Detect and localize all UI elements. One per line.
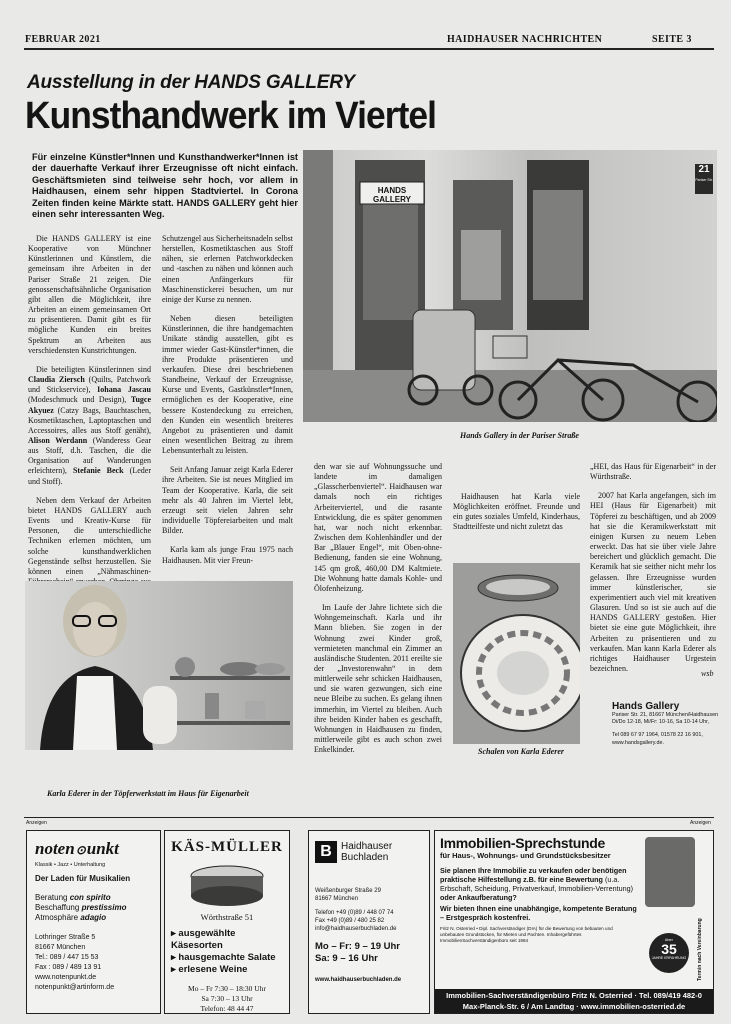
caption-portrait: Karla Ederer in der Töpferwerkstatt im Haus für Eigenarbeit [47, 789, 249, 798]
paragraph: Schutzengel aus Sicherheitsnadeln selbst herstellen, Kosmetiktaschen aus Stoff nähen, sie erlernen Patchworkdecken und -taschen zu nähen und können auch einen Anfängerkurs für Maschinenstickerei besuchen, um nur einige der Kurse zu nennen. [162, 234, 293, 304]
immobilien-footer: Immobilien-Sachverständigenbüro Fritz N. Osterried · Tel. 089/419 482-0 Max-Planck-Str. 6 / Am Landtag · www.immobilien-osterried.de [435, 989, 713, 1013]
newspaper-name: HAIDHAUSER NACHRICHTEN [447, 34, 603, 45]
kaes-mueller-products [171, 928, 283, 976]
notenpunkt-city: 81667 München [35, 944, 86, 951]
article-column-2 [162, 234, 293, 575]
article-headline: Kunsthandwerk im Viertel [25, 95, 437, 137]
article-lead: Für einzelne Künstler*Innen und Kunsthandwerker*Innen ist der dauerhafte Verkauf ihrer Erzeugnisse oft nicht einfach. Geschäftsmieten sind teilweise sehr hoch, vor allem in Haidhausen, einem sehr hippen Stadtviertel. In Corona Zeiten finden keine Märkte statt. HANDS GALLERY geht hier einen sehr interessanten Weg. [32, 152, 298, 220]
caption-bowls: Schalen von Karla Ederer [478, 747, 565, 756]
notenpunkt-phone: Tel.: 089 / 447 15 53 [35, 954, 99, 961]
info-phone: Tel 089 67 97 1964, 01578 22 16 901, [612, 732, 703, 739]
notenpunkt-line: Beschaffung prestissimo [35, 903, 127, 912]
notenpunkt-email[interactable]: notenpunkt@artinform.de [35, 984, 115, 991]
immobilien-subtitle: für Haus-, Wohnungs- und Grundstücksbesitzer [440, 851, 611, 860]
ad-notenpunkt[interactable] [26, 830, 161, 1014]
immobilien-fineprint: Fritz N. Osterried • Dipl. Sachverständiger (DIA) für die Bewertung von bebauten und unbebauten Grundstücken, für Mieten und Pachten. Inhabergeführtes ImmobilienSachverständigenbüro seit 1984 [440, 926, 613, 943]
product-item: ▸ ausgewählte Käsesorten [171, 928, 236, 951]
buchladen-website[interactable]: www.haidhauserbuchladen.de [315, 977, 402, 983]
paragraph: Haidhausen hat Karla viele Möglichkeiten eröffnet. Freunde und ein gutes soziales Umfeld, Kinderhaus, Stadtteilfeste und nicht zuletzt das [453, 492, 580, 532]
buchladen-contact: Telefon +49 (0)89 / 448 07 74 Fax +49 (0)89 / 480 25 82 info@haidhauserbuchladen.de [315, 910, 397, 932]
info-website: www.handsgallery.de. [612, 739, 665, 746]
appointment-note: Termin nach Vereinbarung [697, 918, 703, 981]
article-column-5 [590, 462, 716, 683]
bowls-illustration [453, 563, 580, 744]
article-column-3 [314, 462, 442, 764]
cheese-icon [187, 860, 267, 908]
product-item: ▸ erlesene Weine [171, 964, 248, 975]
buchladen-hours: Mo – Fr: 9 – 19 Uhr Sa: 9 – 16 Uhr [315, 941, 400, 964]
kaes-mueller-hours: Mo – Fr 7:30 – 18:30 Uhr Sa 7:30 – 13 Uhr Telefon: 48 44 47 [188, 984, 266, 1013]
paragraph: „HEI, das Haus für Eigenarbeit“ in der Würthstraße. [590, 462, 716, 482]
potter-portrait-photo [25, 581, 293, 750]
ads-label-left: Anzeigen [26, 820, 47, 826]
page-number: SEITE 3 [652, 34, 692, 45]
paragraph: 2007 hat Karla angefangen, sich im HEI (Haus für Eigenarbeit) mit Töpferei zu beschäftigen, und ab 2009 hat sie die Keramikwerkstatt mit einigen Kursen zu neuem Leben erweckt. Das hat sie über viele Jahre bereichert und glücklich gemacht. Die Keramik hat sie seither nicht mehr los gelassen. Ihre Erzeugnisse wurden immer künstlerischer, sie experimentiert auch viel mit kreativen Glasuren. Und so ist sie auch auf die HANDS GALLERY gestoßen. Hier bietet sie eine gute Möglichkeit, ihre Arbeiten zu präsentieren und zu verkaufen. Man kann Karla Ederer als richtiges Haidhauser Urgestein bezeichnen. [590, 491, 716, 673]
notenpunkt-slogan: Der Laden für Musikalien [35, 874, 131, 883]
header-rule [24, 48, 714, 50]
paragraph-artists: Die beteiligten Künstlerinnen sind Claudia Ziersch (Quilts, Patchwork und Stickservice), Iohana Jascau (Modeschmuck und Design), Tugce Akyuez (Catzy Bags, Bauchtaschen, Kosmetiktaschen, Laptoptaschen und Accessoires, alles aus Stoff genäht), Alison Werdann (Wanderess Gear aus Stoff, d.h. Taschen, die die Organisation auf Wanderungen erleichtern), Stefanie Beck (Leder und Stoff). [28, 364, 151, 486]
paragraph: Im Laufe der Jahre lichtete sich die Wohngemeinschaft. Karla und ihr Mann blieben. Sie zogen in der Wohnung zwei Kinder groß, vermieteten manchmal ein Zimmer an ausländische Studenten. 2011 ereilte sie der „Investorenwahn“ in dem mittlerweile sehr schicken Haidhausen, und sie waren gezwungen, sich eine neue Bleibe zu suchen. Es gelang ihnen immerhin, im Viertel zu bleiben. Auch ihre beiden Kinder haben es geschafft, Wohnungen in Haidhausen zu finden, mittlerweile gibt es auch schon zwei Enkelkinder. [314, 603, 442, 755]
paragraph: den war sie auf Wohnungssuche und landete im damaligen „Glasscherbenviertel“. Haidhausen war damals noch ein richtiges Arbeiterviertel, und die rasante Entwicklung, die es später genommen hat, war noch nicht erkennbar. Zwischen dem Kohlenhändler und der Bar „Blauer Engel“, mit Oben-ohne-Bedienung, fanden sie eine Wohnung, 145 qm groß, 460,00 DM Kaltmiete. Die Wohnung hatte damals Kohle- und Ölofenheizung. [314, 462, 442, 593]
caption-storefront: Hands Gallery in der Pariser Straße [460, 431, 579, 440]
paragraph: Seit Anfang Januar zeigt Karla Ederer ihre Arbeiten. Sie ist neues Mitglied im Team der Kooperative. Karla, die seit mehr als 40 Jahren im Viertel lebt, erzeugt seit vielen Jahren sehr individuelle Töpfereiarbeiten und malt Bilder. [162, 465, 293, 536]
storefront-photo [303, 150, 717, 422]
notenpunkt-fax: Fax : 089 / 489 13 91 [35, 964, 102, 971]
buchladen-address: Weißenburger Straße 29 81667 München [315, 888, 381, 902]
ad-kaes-mueller[interactable] [164, 830, 290, 1014]
buchladen-logo: B Haidhauser Buchladen [315, 841, 423, 863]
agent-portrait [645, 837, 695, 907]
info-address: Pariser Str. 21, 81667 München/Haidhausen [612, 712, 719, 718]
info-hours: Di/Do 12-18, Mi/Fr: 10-16, Sa 10-14 Uhr, [612, 719, 710, 726]
paragraph: Neben dem Verkauf der Arbeiten bietet HANDS GALLERY auch Events und Kreativ-Kurse für Personen, die unterschiedliche Techniken erlernen möchten, um solche kunsthandwerklichen Gegenstände selbst herzustellen. Sie können einen „Nähmaschinen- [28, 495, 151, 576]
paragraph: Neben diesen beteiligten Künstlerinnen, die ihre handgemachten Unikate ständig ausstellen, gibt es immer wieder Gast-Künstler*innen, die ihre Produkte präsentieren und verkaufen. Diese drei beschriebenen Standbeine, Verkauf der Erzeugnisse, Kurse und Events, Gastkünstler*Innen, ermöglichen es der Kooperative, eine bessere Kostendeckung zu erreichen, den Kunden ein wesentlich breiteres Angebot zu präsentieren und damit einen wesentlichen Beitrag zu ihrem Lebensunterhalt zu leisten. [162, 314, 293, 456]
portrait-illustration [25, 581, 293, 750]
book-icon: B [315, 841, 337, 863]
notenpunkt-line: Beratung con spirito [35, 893, 111, 902]
notenpunkt-website[interactable]: www.notenpunkt.de [35, 974, 97, 981]
info-title: Hands Gallery [612, 701, 680, 712]
notenpunkt-logo: noten⊙unkt [35, 839, 119, 858]
street-plate: Pariser Str. [695, 178, 713, 182]
kaes-mueller-street: Wörthstraße 51 [200, 912, 254, 922]
author-initials: wsb [701, 669, 714, 678]
paragraph: Karla kam als junge Frau 1975 nach Haidhausen. Mit vier Freun- [162, 545, 293, 565]
kaes-mueller-logo: KÄS-MÜLLER [171, 839, 283, 855]
immobilien-body: Sie planen Ihre Immobilie zu verkaufen oder benötigen praktische Hilfestellung z.B. für eine Bewertung (u.a. Erbschaft, Scheidung, Privatverkauf, Immobilien-Verrentung) oder Ankaufberatung? [440, 866, 633, 902]
ads-rule [24, 817, 714, 818]
product-item: ▸ hausgemachte Salate [171, 952, 276, 963]
immobilien-offer: Wir bieten Ihnen eine unabhängige, kompetente Beratung – Erstgespräch kostenfrei. [440, 904, 637, 922]
shop-sign: HANDS GALLERY [373, 186, 411, 204]
ad-immobilien[interactable] [434, 830, 714, 1014]
ad-buchladen[interactable] [308, 830, 430, 1014]
article-kicker: Ausstellung in der HANDS GALLERY [27, 72, 355, 93]
experience-badge: über 35 JAHRE ERFAHRUNG [649, 933, 689, 973]
gallery-info-box [612, 701, 722, 747]
issue-date: FEBRUAR 2021 [25, 34, 101, 45]
notenpunkt-line: Atmosphäre adagio [35, 913, 107, 922]
notenpunkt-address: Lothringer Straße 5 [35, 934, 96, 941]
immobilien-title: Immobilien-Sprechstunde [440, 835, 606, 851]
paragraph: Die HANDS GALLERY ist eine Kooperative von Münchner Künstlerinnen und Künstlern, die gemeinsam ihre Arbeiten in der Pariser Straße 21 zeigen. Die genossenschaftsähnliche Organisation gibt allen die Möglichkeit, ihre Arbeiten an einem gemeinsamen Ort zu präsentieren. Damit gibt es für mögliche Kunden ein breites Spektrum an Arbeiten aus verschiedensten Kunstrichtungen. [28, 234, 151, 355]
article-column-4 [453, 492, 580, 542]
notenpunkt-tagline: Klassik • Jazz • Unterhaltung [35, 862, 106, 868]
house-number: 21 [698, 164, 710, 175]
article-column-1 [28, 234, 151, 606]
ads-label-right: Anzeigen [690, 820, 711, 826]
bowls-photo [453, 563, 580, 744]
